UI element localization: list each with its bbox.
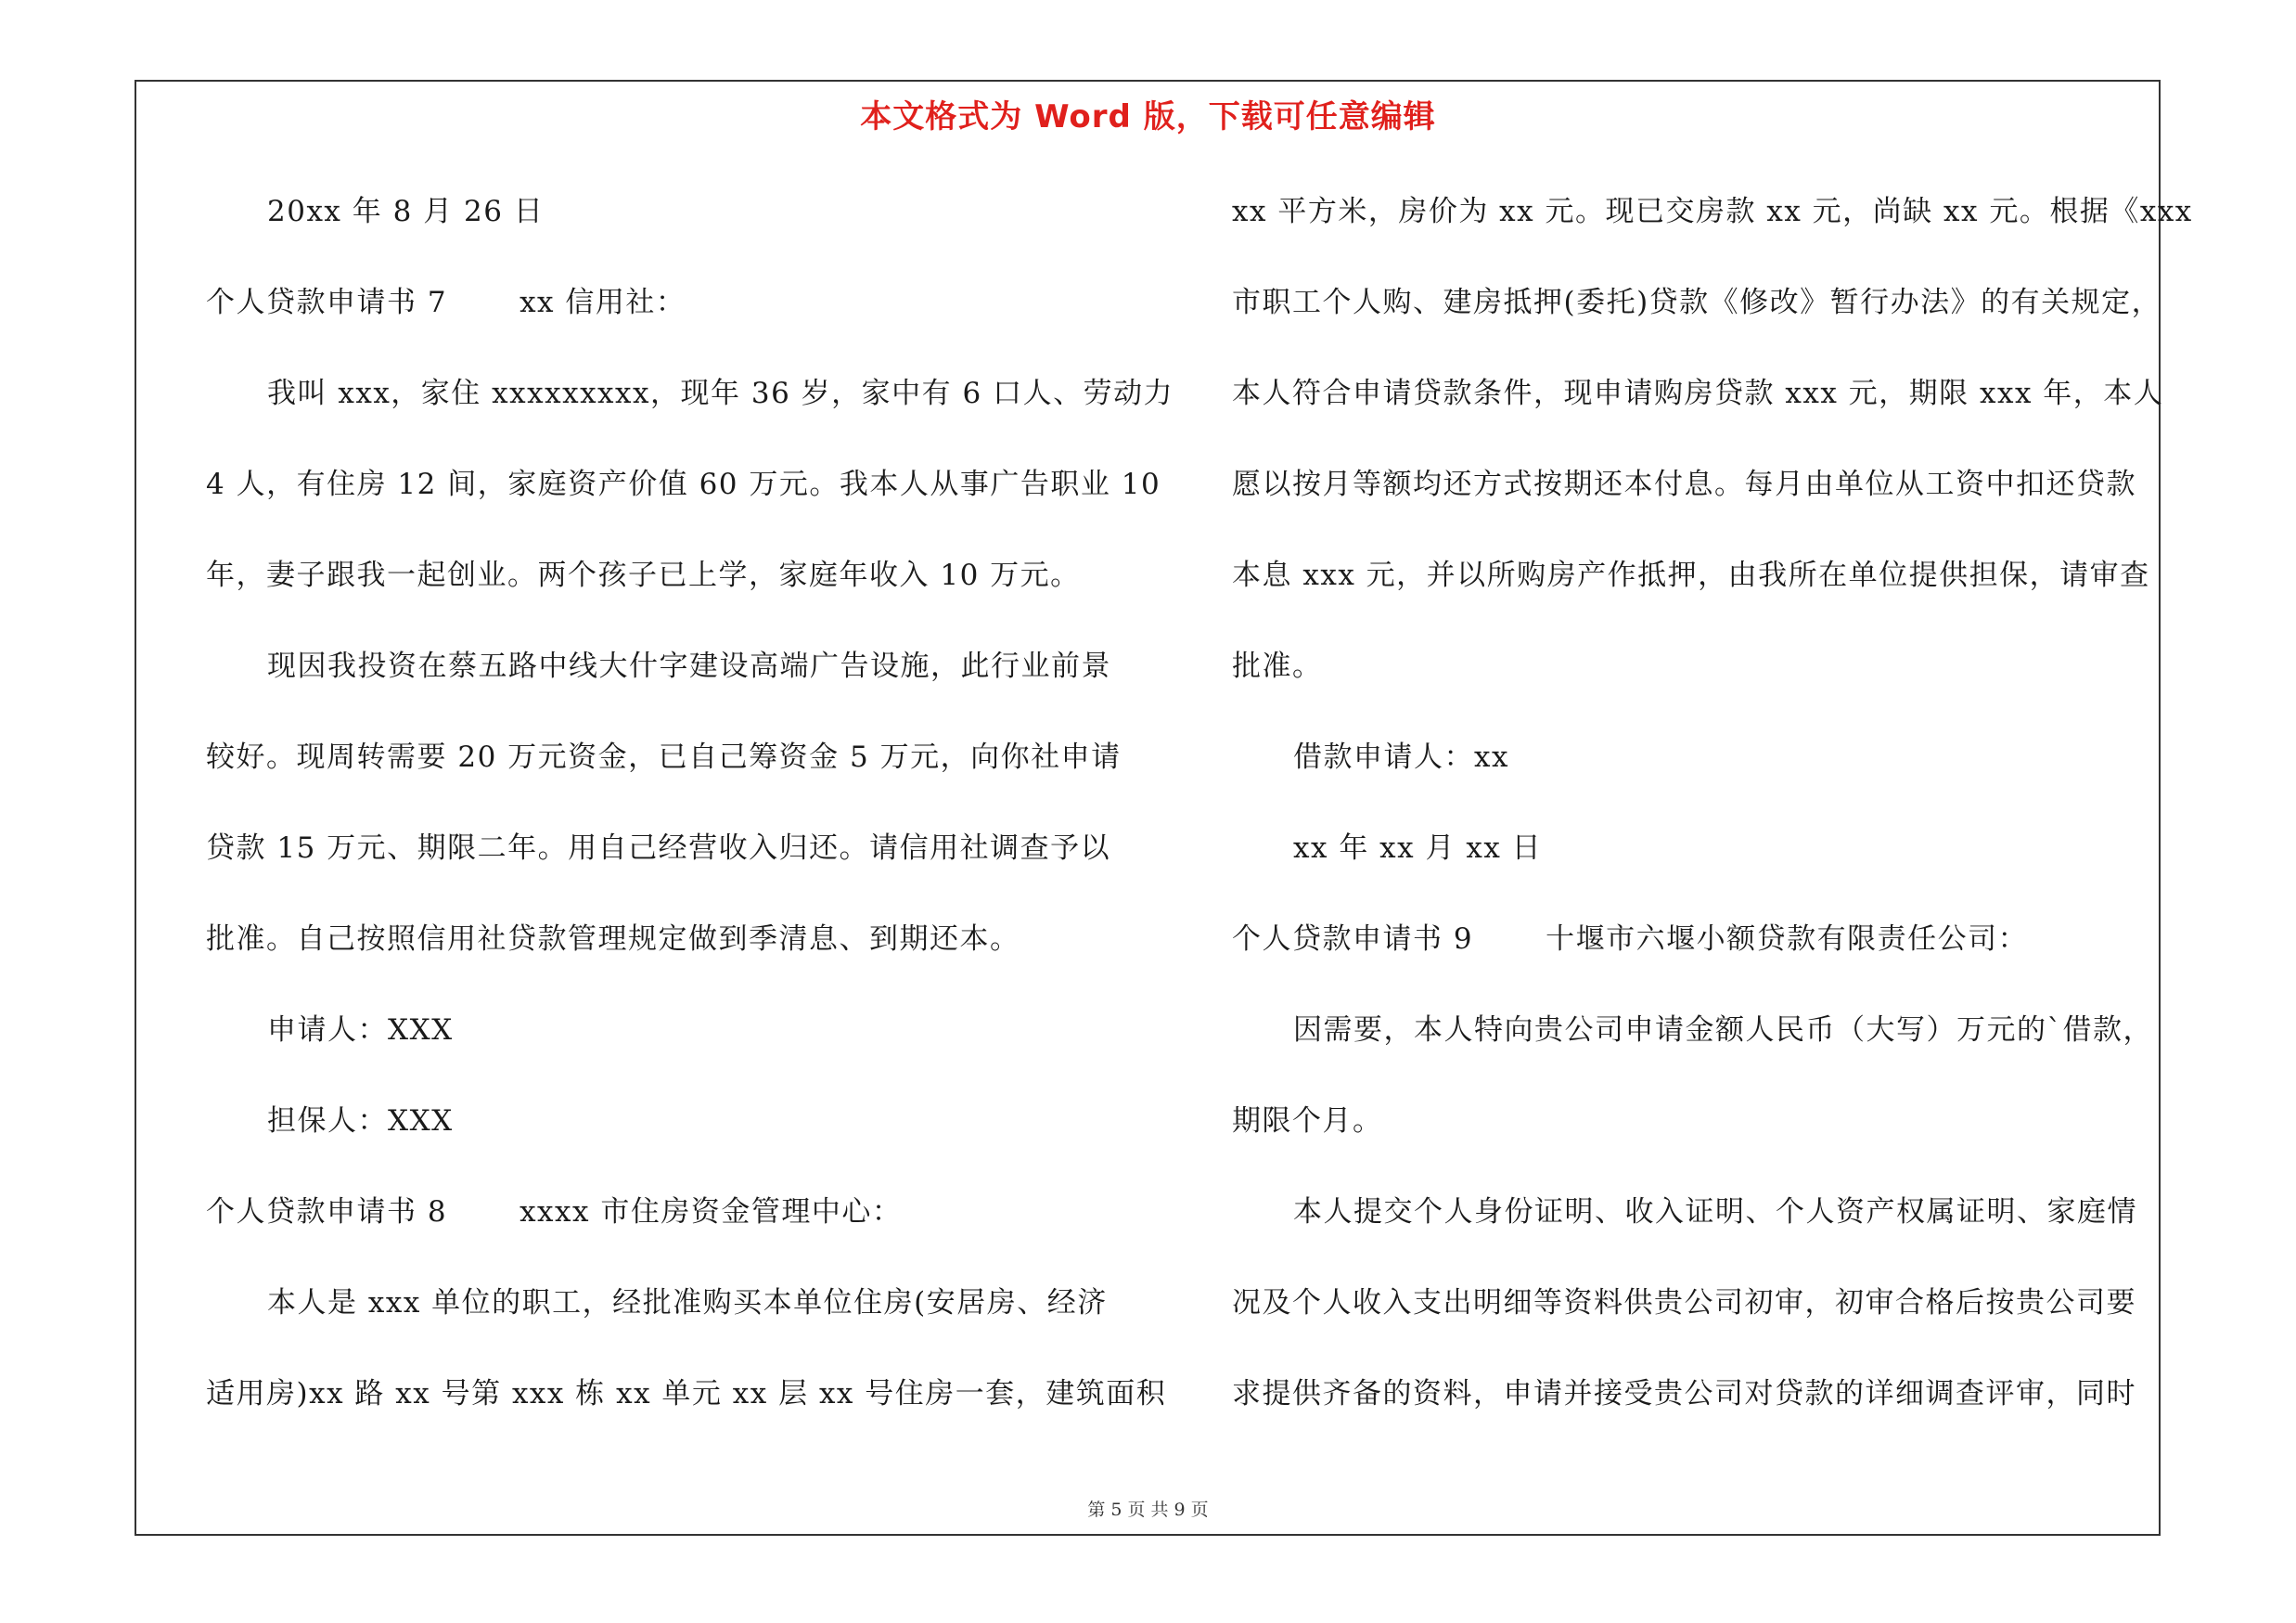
heading-title: 个人贷款申请书 7: [206, 286, 448, 319]
right-column: [1232, 186, 2193, 1459]
heading-title: 个人贷款申请书 9: [1232, 922, 1474, 956]
paragraph-line: 本人提交个人身份证明、收入证明、个人资产权属证明、家庭情: [1293, 1195, 2137, 1229]
paragraph-line: 愿以按月等额均还方式按期还本付息。每月由单位从工资中扣还贷款: [1232, 468, 2136, 501]
paragraph-line: 本息 xxx 元，并以所购房产作抵押，由我所在单位提供担保，请审查: [1232, 559, 2150, 592]
paragraph-line: 较好。现周转需要 20 万元资金，已自己筹资金 5 万元，向你社申请: [206, 741, 1122, 774]
paragraph-line: 本人是 xxx 单位的职工，经批准购买本单位住房(安居房、经济: [267, 1286, 1108, 1320]
heading-addressee: 十堰市六堰小额贷款有限责任公司：: [1546, 922, 2029, 956]
section-heading-8: [206, 1186, 1134, 1277]
paragraph-line: 批准。: [1232, 650, 1323, 683]
paragraph-line: 现因我投资在蔡五路中线大什字建设高端广告设施，此行业前景: [267, 650, 1111, 683]
heading-addressee: xxxx 市住房资金管理中心：: [519, 1195, 903, 1229]
section-heading-9: [1232, 913, 2160, 1004]
borrower-line: 借款申请人：xx: [1293, 741, 1509, 774]
paragraph-line: 4 人，有住房 12 间，家庭资产价值 60 万元。我本人从事广告职业 10: [206, 468, 1161, 501]
paragraph-line: 况及个人收入支出明细等资料供贵公司初审，初审合格后按贵公司要: [1232, 1286, 2136, 1320]
paragraph-line: xx 平方米，房价为 xx 元。现已交房款 xx 元，尚缺 xx 元。根据《xxx: [1232, 195, 2193, 228]
paragraph-line: 我叫 xxx，家住 xxxxxxxxx，现年 36 岁，家中有 6 口人、劳动力: [267, 377, 1174, 410]
paragraph-line: 批准。自己按照信用社贷款管理规定做到季清息、到期还本。: [206, 922, 1020, 956]
paragraph-line: 求提供齐备的资料，申请并接受贵公司对贷款的详细调查评审，同时: [1232, 1377, 2136, 1410]
paragraph-line: 适用房)xx 路 xx 号第 xxx 栋 xx 单元 xx 层 xx 号住房一套，建筑面积: [206, 1377, 1167, 1410]
date-line: 20xx 年 8 月 26 日: [267, 195, 545, 228]
paragraph-line: 市职工个人购、建房抵押(委托)贷款《修改》暂行办法》的有关规定，: [1232, 286, 2162, 319]
paragraph-line: 贷款 15 万元、期限二年。用自己经营收入归还。请信用社调查予以: [206, 831, 1111, 865]
header-banner: 本文格式为 Word 版，下载可任意编辑: [860, 98, 1436, 135]
paragraph-line: 期限个月。: [1232, 1104, 1383, 1138]
left-column: [206, 186, 1174, 1459]
page-number: 第 5 页 共 9 页: [1087, 1500, 1209, 1520]
date-line: xx 年 xx 月 xx 日: [1293, 831, 1543, 865]
paragraph-line: 因需要，本人特向贵公司申请金额人民币（大写）万元的`借款，: [1293, 1013, 2153, 1047]
section-heading-7: [206, 277, 1134, 367]
heading-addressee: xx 信用社：: [519, 286, 686, 319]
heading-title: 个人贷款申请书 8: [206, 1195, 448, 1229]
applicant-line: 申请人：XXX: [267, 1013, 454, 1047]
paragraph-line: 本人符合申请贷款条件，现申请购房贷款 xxx 元，期限 xxx 年，本人: [1232, 377, 2164, 410]
paragraph-line: 年，妻子跟我一起创业。两个孩子已上学，家庭年收入 10 万元。: [206, 559, 1081, 592]
guarantor-line: 担保人：XXX: [267, 1104, 454, 1138]
